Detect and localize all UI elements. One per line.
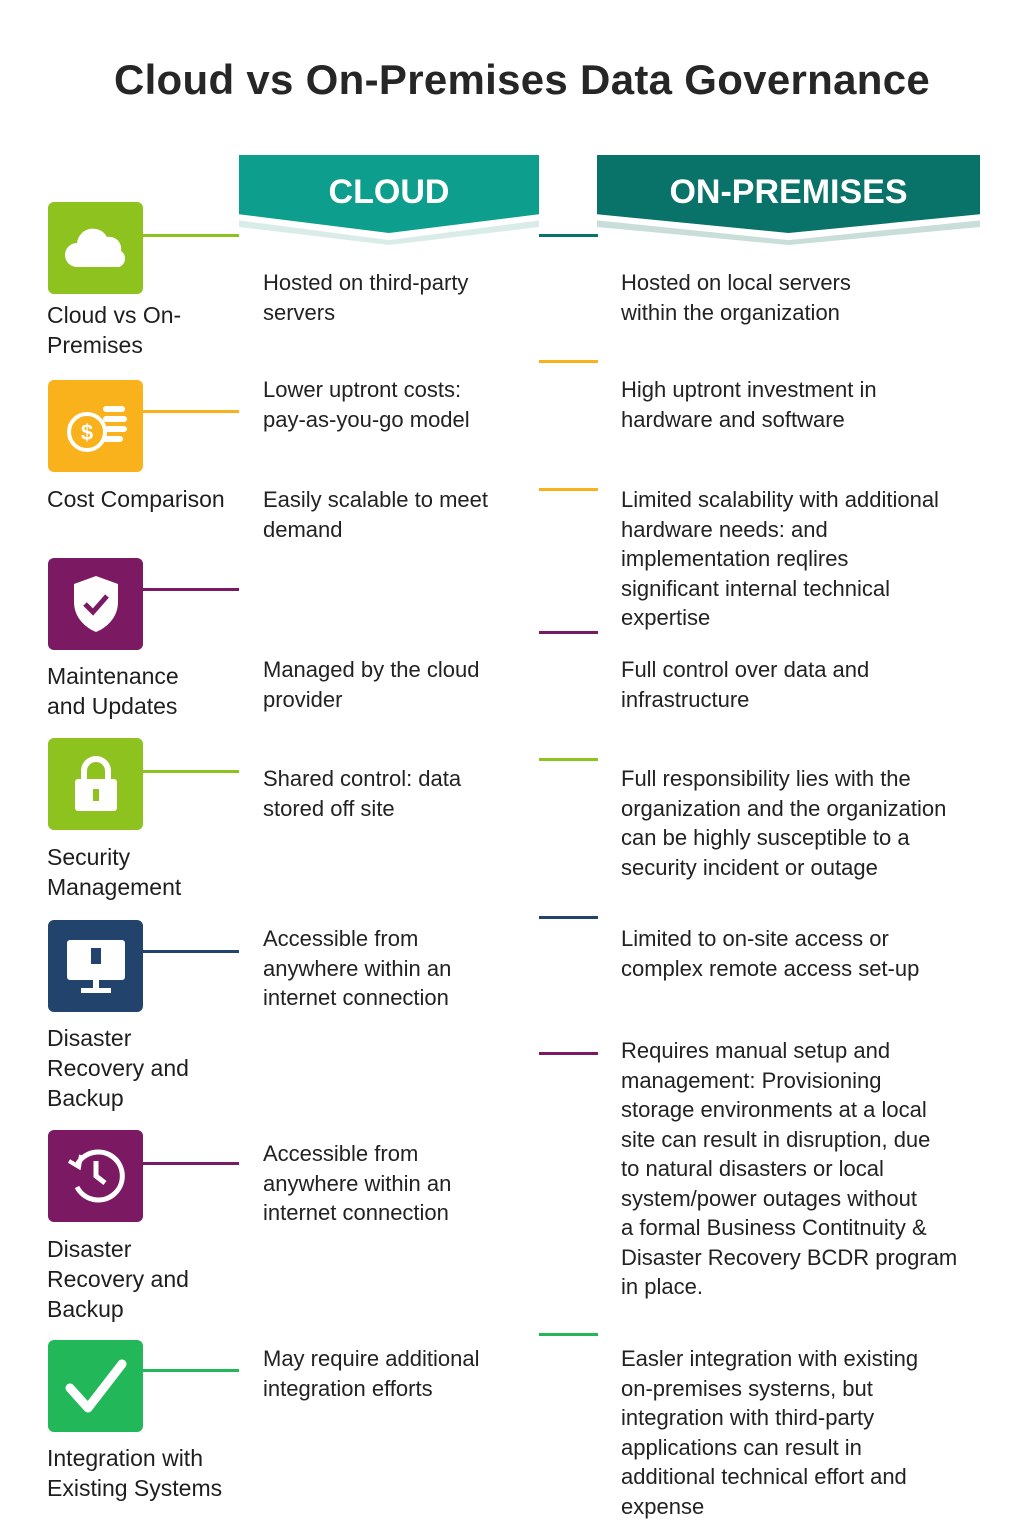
divider-line bbox=[539, 1052, 598, 1055]
onprem-header-label: ON-PREMISES bbox=[669, 173, 908, 211]
cloud-header bbox=[239, 155, 539, 245]
category-label: Cost Comparison bbox=[47, 486, 225, 512]
shield-check-icon bbox=[48, 558, 143, 650]
cloud-description: Accessible from anywhere within an internet connection bbox=[263, 926, 452, 1010]
cloud-description: Hosted on third-party servers bbox=[263, 270, 469, 325]
page-title: Cloud vs On-Premises Data Governance bbox=[113, 56, 931, 103]
cloud-description: Managed by the cloud provider bbox=[263, 657, 480, 712]
onprem-description: Full control over data and infrastructure bbox=[621, 657, 870, 712]
divider-line bbox=[539, 234, 598, 237]
divider-line bbox=[539, 631, 598, 634]
onprem-description: Easler integration with existing on-premises systerns, but integration with third-party applications can result in additional technical effort and expense bbox=[621, 1346, 919, 1519]
onprem-description: Limited scalability with additional hardware needs: and implementation reqlires significant internal technical expertise bbox=[621, 487, 939, 630]
divider-line bbox=[539, 488, 598, 491]
divider-line bbox=[539, 758, 598, 761]
cloud-description: Lower uptront costs: pay-as-you-go model bbox=[263, 377, 470, 432]
onprem-description: Limited to on-site access or complex remote access set-up bbox=[621, 926, 920, 981]
divider-line bbox=[539, 360, 598, 363]
cloud-description: Accessible from anywhere within an internet connection bbox=[263, 1141, 452, 1225]
svg-text:$: $ bbox=[80, 420, 93, 445]
category-label: Integration with Existing Systems bbox=[47, 1445, 223, 1501]
connector-line bbox=[143, 950, 239, 953]
onprem-description: Requires manual setup and management: Provisioning storage environments at a local site can result in disruption, due to natural disasters or local system/power outages without a formal Business Contitnuity & Disaster Recovery BCDR program in place. bbox=[621, 1038, 958, 1299]
category-label: Disaster Recovery and Backup bbox=[47, 1236, 189, 1322]
connector-line bbox=[143, 1369, 239, 1372]
cloud-description: Easily scalable to meet demand bbox=[263, 487, 488, 542]
category-label: Disaster Recovery and Backup bbox=[47, 1025, 189, 1111]
connector-line bbox=[143, 588, 239, 591]
connector-line bbox=[143, 410, 239, 413]
divider-line bbox=[539, 1333, 598, 1336]
checkmark-icon bbox=[48, 1340, 143, 1432]
connector-line bbox=[143, 1162, 239, 1165]
category-label: Cloud vs On- Premises bbox=[47, 302, 182, 358]
connector-line bbox=[143, 234, 239, 237]
monitor-icon bbox=[48, 920, 143, 1012]
onprem-description: Full responsibility lies with the organization and the organization can be highly susceptible to a security incident or outage bbox=[621, 766, 947, 880]
connector-line bbox=[143, 770, 239, 773]
lock-icon bbox=[48, 738, 143, 830]
cloud-icon bbox=[48, 202, 143, 294]
onprem-description: Hosted on local servers within the organization bbox=[621, 270, 851, 325]
category-label: Maintenance and Updates bbox=[47, 663, 179, 719]
cloud-header-label: CLOUD bbox=[328, 173, 450, 211]
cloud-description: Shared control: data stored off site bbox=[263, 766, 462, 821]
cloud-description: May require additional integration efforts bbox=[263, 1346, 480, 1401]
money-bag-icon bbox=[48, 380, 143, 472]
category-label: Security Management bbox=[47, 844, 182, 900]
onprem-description: High uptront investment in hardware and software bbox=[621, 377, 877, 432]
divider-line bbox=[539, 916, 598, 919]
onprem-header bbox=[597, 155, 980, 245]
history-clock-icon bbox=[48, 1130, 143, 1222]
